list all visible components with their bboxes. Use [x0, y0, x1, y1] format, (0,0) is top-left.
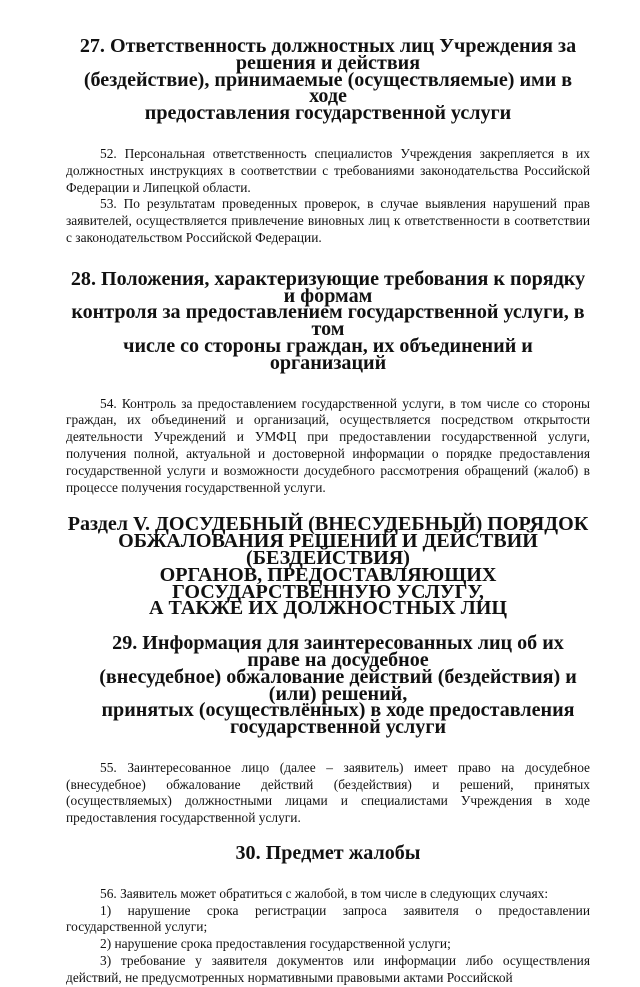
heading-section-29 [66, 632, 590, 739]
heading-section-27 [66, 35, 590, 125]
heading-line: (бездействие), принимаемые (осуществляемые) ими в ходе [83, 68, 573, 108]
heading-line: 28. Положения, характеризующие требования к порядку и формам [70, 267, 586, 307]
paragraph-52: 52. Персональная ответственность специалистов Учреждения закрепляется в их должностных инструкциях в соответствии с требованиями законодательства Российской Федерации и Липецкой области. [66, 145, 590, 195]
paragraph-54: 54. Контроль за предоставлением государственной услуги, в том числе со стороны граждан, их объединений и организаций, осуществляется посредством открытости деятельности Учреждений и УМФЦ при предоставлении государственной услуги, получения полной, актуальной и достоверной информации о порядке предоставления государственной услуги и возможности досудебного рассмотрения обращений (жалоб) в процессе получения государственной услуги. [66, 395, 590, 495]
heading-line: Раздел V. ДОСУДЕБНЫЙ (ВНЕСУДЕБНЫЙ) ПОРЯДОК [67, 513, 589, 536]
paragraph-53: 53. По результатам проведенных проверок, в случае выявления нарушений прав заявителей, осуществляется привлечение виновных лиц к ответственности в соответствии с законодательством Российской Федерации. [66, 196, 590, 245]
heading-line: ОБЖАЛОВАНИЯ РЕШЕНИЙ И ДЕЙСТВИЙ (БЕЗДЕЙСТВИЯ) [118, 530, 538, 569]
heading-section-v [66, 513, 590, 620]
heading-line: А ТАКЖЕ ИХ ДОЛЖНОСТНЫХ ЛИЦ [148, 597, 508, 620]
heading-line: 29. Информация для заинтересованных лиц об их праве на досудебное [112, 632, 564, 671]
heading-section-28 [66, 267, 590, 374]
list-item: 1) нарушение срока регистрации запроса заявителя о предоставлении государственной услуги; [66, 902, 590, 935]
heading-line: 27. Ответственность должностных лиц Учреждения за решения и действия [79, 35, 577, 74]
heading-section-30: 30. Предмет жалобы [235, 842, 421, 865]
heading-line: (внесудебное) обжалование действий (бездействия) и (или) решений, [99, 665, 577, 705]
heading-line: ОРГАНОВ, ПРЕДОСТАВЛЯЮЩИХ ГОСУДАРСТВЕННУЮ УСЛУГУ, [159, 563, 497, 603]
list-item: 3) требование у заявителя документов или информации либо осуществления действий, не предусмотренных нормативными правовыми актами Российской [66, 953, 590, 985]
heading-line: предоставления государственной услуги [144, 102, 512, 125]
heading-line: принятых (осуществлённых) в ходе предоставления государственной услуги [101, 699, 575, 739]
paragraph-56: 56. Заявитель может обратиться с жалобой, в том числе в следующих случаях: [100, 885, 549, 901]
heading-line: числе со стороны граждан, их объединений и организаций [123, 334, 533, 374]
list-item: 2) нарушение срока предоставления государственной услуги; [100, 936, 451, 952]
paragraph-55: 55. Заинтересованное лицо (далее – заявитель) имеет право на досудебное (внесудебное) обжалование действий (бездействия) и решений, принятых (осуществляемых) должностными лицами и специалистами Учреждения в ходе предоставления государственной услуги. [66, 759, 590, 826]
heading-line: контроля за предоставлением государственной услуги, в том [71, 301, 585, 341]
